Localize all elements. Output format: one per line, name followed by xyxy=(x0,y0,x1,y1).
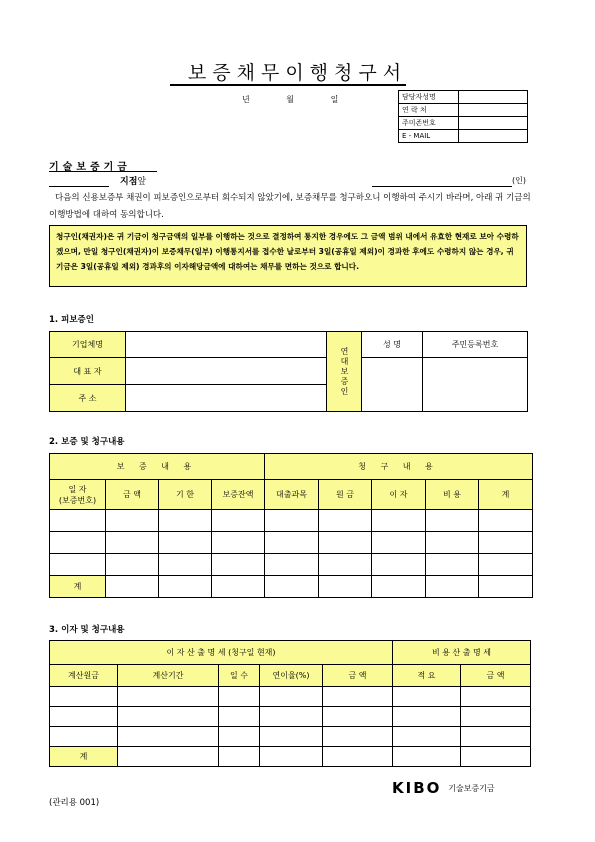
management-code: (관리용 001) xyxy=(49,798,100,808)
table-row xyxy=(50,510,533,532)
seal-line xyxy=(372,186,512,187)
guarantor-label: 연대보증인 xyxy=(327,332,362,412)
notice-box: 청구인(채권자)은 귀 기금이 청구금액의 일부를 이행하는 것으로 결정하여 통지한 경우에도 그 금액 범위 내에서 유효한 현재로 보아 수령하겠으며, 만일 청구인(채권자)이 보증채무(일부) 이행통지서를 접수한 날로부터 3일(공휴일 제외)이 경과한 후에도 수령하지 않는 경우, 귀 기금은 3일(공휴일 제외) 경과후의 이자해당금액에 대하여는 채무를 면하는 것으로 합니다. xyxy=(49,225,527,287)
col-calc-principal: 계산원금 xyxy=(50,665,118,687)
total-row xyxy=(50,747,531,767)
total-label: 계 xyxy=(50,747,118,767)
col-rate: 연이율(%) xyxy=(260,665,323,687)
document-title: 보증채무이행청구서 xyxy=(187,62,408,84)
col-interest-amount: 금 액 xyxy=(323,665,393,687)
address-field[interactable] xyxy=(126,385,327,412)
claim-group-header: 청 구 내 용 xyxy=(265,454,533,480)
interest-table xyxy=(49,640,531,767)
col-calc-period: 계산기간 xyxy=(118,665,219,687)
guarantee-table xyxy=(49,453,533,598)
date-month: 월 xyxy=(286,95,295,104)
col-amount: 금 액 xyxy=(106,480,159,510)
representative-label: 대 표 자 xyxy=(50,358,126,385)
section2-title: 2. 보증 및 청구내용 xyxy=(49,437,125,447)
col-description: 적 요 xyxy=(393,665,461,687)
borrower-table xyxy=(49,331,528,412)
logo-name: 기술보증기금 xyxy=(448,784,495,793)
col-interest: 이 자 xyxy=(372,480,426,510)
table-row xyxy=(50,554,533,576)
table-row xyxy=(50,707,531,727)
org-name: 기술보증기금 xyxy=(49,162,131,173)
interest-group-header: 이 자 산 출 명 세 (청구일 현재) xyxy=(50,641,393,665)
date-year: 년 xyxy=(242,95,250,104)
representative-field[interactable] xyxy=(126,358,327,385)
branch-text: 지점 xyxy=(120,177,138,187)
guarantee-group-header: 보 증 내 용 xyxy=(50,454,265,480)
contact-label: 담당자성명 xyxy=(399,91,459,104)
col-date: 일 자 (보증번호) xyxy=(50,480,106,510)
table-row xyxy=(50,532,533,554)
guarantor-id-field[interactable] xyxy=(423,358,528,412)
contact-value[interactable] xyxy=(459,130,528,143)
date-day: 일 xyxy=(330,95,339,104)
col-term: 기 한 xyxy=(159,480,212,510)
col-total: 계 xyxy=(479,480,533,510)
col-id-header: 주민등록번호 xyxy=(423,332,528,358)
seal-mark: (인) xyxy=(512,176,526,185)
col-days: 일 수 xyxy=(219,665,260,687)
logo-text: KIBO xyxy=(392,779,442,797)
org-underline xyxy=(49,171,157,172)
col-cost-amount: 금 액 xyxy=(461,665,531,687)
contact-value[interactable] xyxy=(459,91,528,104)
branch-underline xyxy=(49,186,109,187)
section1-title: 1. 피보증인 xyxy=(49,315,94,325)
guarantor-name-field[interactable] xyxy=(362,358,423,412)
contact-label: 연 락 처 xyxy=(399,104,459,117)
branch-suffix: 앞 xyxy=(137,177,147,187)
address-label: 주 소 xyxy=(50,385,126,412)
kibo-logo xyxy=(392,779,495,797)
company-name-field[interactable] xyxy=(126,332,327,358)
contact-label: 주미존번호 xyxy=(399,117,459,130)
section3-title: 3. 이자 및 청구내용 xyxy=(49,625,125,635)
company-name-label: 기업체명 xyxy=(50,332,126,358)
col-balance: 보증잔액 xyxy=(212,480,265,510)
contact-label: E - MAIL xyxy=(399,130,459,143)
col-cost: 비 용 xyxy=(426,480,479,510)
col-principal: 원 금 xyxy=(319,480,372,510)
contact-table xyxy=(398,90,528,143)
title-underline xyxy=(170,84,406,86)
total-row xyxy=(50,576,533,598)
table-row xyxy=(50,727,531,747)
total-label: 계 xyxy=(50,576,106,598)
contact-value[interactable] xyxy=(459,104,528,117)
branch-label xyxy=(120,174,146,187)
table-row xyxy=(50,687,531,707)
col-name-header: 성 명 xyxy=(362,332,423,358)
date-line xyxy=(242,94,372,105)
intro-paragraph: 다음의 신용보증부 채권이 피보증인으로부터 회수되지 않았기에, 보증채무를 청구하오니 이행하여 주시기 바라며, 아래 귀 기금의 이행방법에 대하여 동의합니다. xyxy=(49,193,531,220)
cost-group-header: 비 용 산 출 명 세 xyxy=(393,641,531,665)
col-loan-type: 대출과목 xyxy=(265,480,319,510)
contact-value[interactable] xyxy=(459,117,528,130)
